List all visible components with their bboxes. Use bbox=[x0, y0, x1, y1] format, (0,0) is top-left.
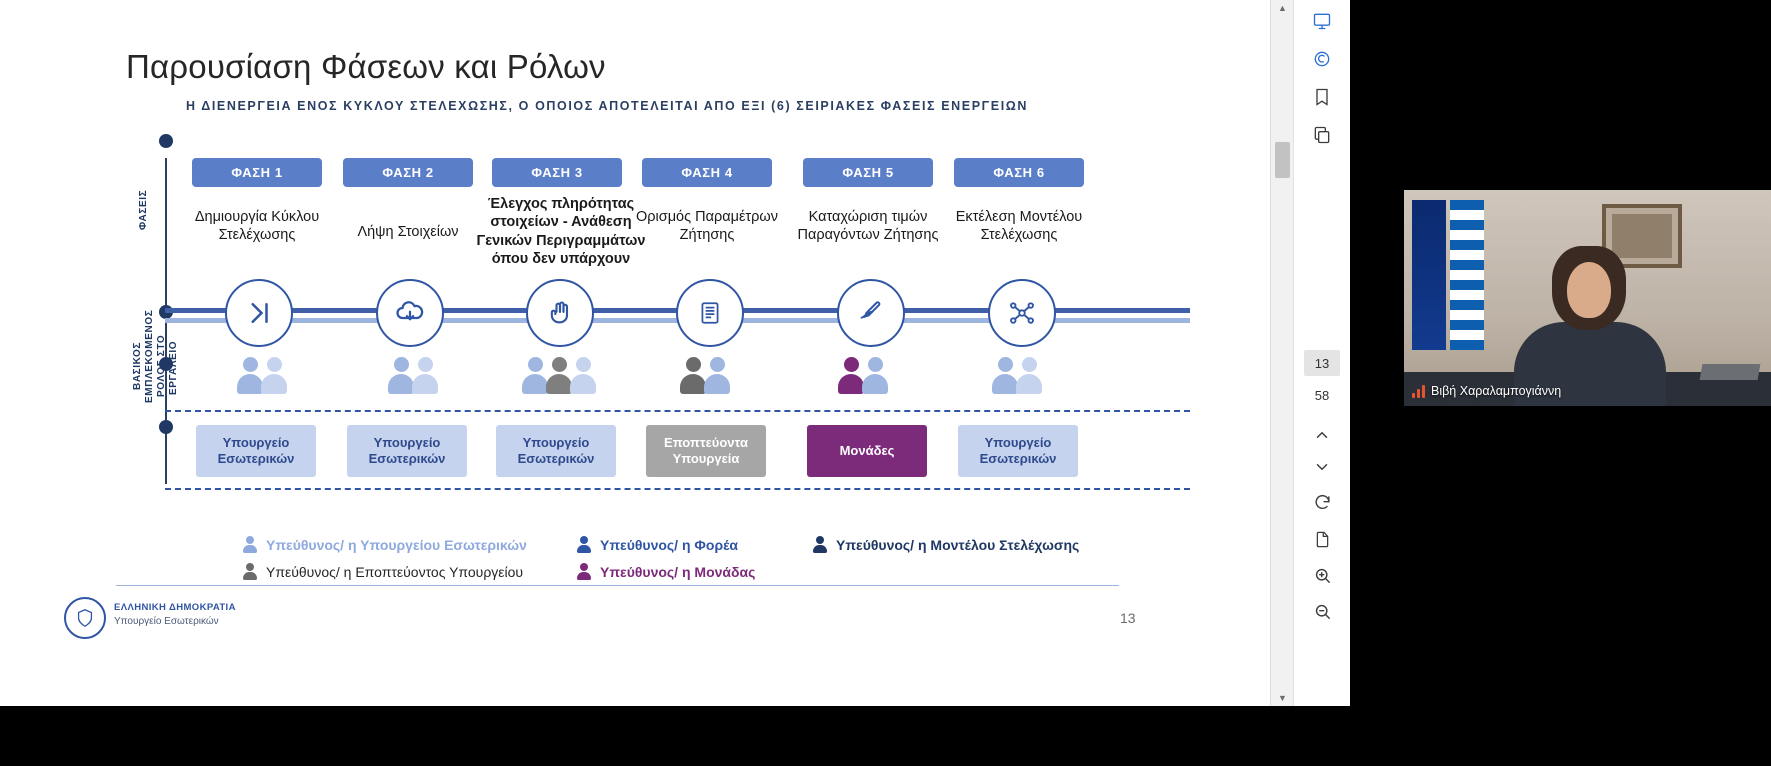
divider-dashed-top bbox=[165, 410, 1190, 412]
scroll-up-icon[interactable]: ▲ bbox=[1278, 3, 1287, 13]
current-page-indicator[interactable]: 13 bbox=[1304, 350, 1340, 376]
right-toolbar bbox=[1293, 0, 1350, 706]
phase-pill-2: ΦΑΣΗ 2 bbox=[343, 158, 473, 187]
footer-ministry-name: Υπουργείο Εσωτερικών bbox=[114, 616, 219, 627]
org-box-5: Μονάδες bbox=[807, 425, 927, 477]
person-icon bbox=[812, 536, 828, 553]
axis-label-phases: ΦΑΣΕΙΣ bbox=[138, 189, 149, 231]
next-arrow-icon bbox=[225, 279, 293, 347]
slide-page-number: 13 bbox=[1120, 610, 1136, 626]
network-share-icon bbox=[988, 279, 1056, 347]
phase-pill-4: ΦΑΣΗ 4 bbox=[642, 158, 772, 187]
people-group-2 bbox=[378, 348, 498, 394]
phase-desc-3: Έλεγχος πληρότητας στοιχείων - Ανάθεση Γενικών Περιγραμμάτων όπου δεν υπάρχουν bbox=[476, 196, 646, 268]
page-up-icon[interactable] bbox=[1304, 418, 1340, 452]
axis-label-role-tool-a: ΡΟΛΟΣ ΣΤΟ bbox=[156, 334, 167, 398]
legend-item-5 bbox=[576, 563, 755, 580]
legend-item-3 bbox=[812, 536, 1079, 553]
speaker-face bbox=[1567, 262, 1611, 318]
slide-title: Παρουσίαση Φάσεων και Ρόλων bbox=[126, 48, 606, 85]
org-box-1: Υπουργείο Εσωτερικών bbox=[196, 425, 316, 477]
legend-item-4 bbox=[242, 563, 523, 580]
bookmark-icon[interactable] bbox=[1304, 80, 1340, 114]
person-icon bbox=[576, 536, 592, 553]
phase-desc-6: Εκτέλεση Μοντέλου Στελέχωσης bbox=[955, 209, 1083, 244]
document-list-icon bbox=[676, 279, 744, 347]
slide-canvas bbox=[20, 0, 1250, 706]
zoom-in-icon[interactable] bbox=[1304, 558, 1340, 592]
people-group-1 bbox=[227, 348, 347, 394]
legend-label: Υπεύθυνος/ η Μονάδας bbox=[600, 563, 756, 580]
export-icon[interactable] bbox=[1304, 522, 1340, 556]
eu-flag bbox=[1412, 200, 1446, 350]
phase-desc-5: Καταχώριση τιμών Παραγόντων Ζήτησης bbox=[797, 209, 939, 244]
people-group-6 bbox=[982, 348, 1102, 394]
divider-dashed-bottom bbox=[165, 488, 1190, 490]
participant-label bbox=[1412, 384, 1561, 398]
legend-label: Υπεύθυνος/ η Υπουργείου Εσωτερικών bbox=[266, 536, 527, 553]
cloud-download-icon bbox=[376, 279, 444, 347]
legend-label: Υπεύθυνος/ η Μοντέλου Στελέχωσης bbox=[836, 536, 1080, 553]
org-box-2: Υπουργείο Εσωτερικών bbox=[347, 425, 467, 477]
republic-emblem-icon bbox=[64, 597, 106, 639]
axis-label-roles-b: ΕΜΠΛΕΚΟΜΕΝΟΣ bbox=[144, 309, 155, 403]
legend-label: Υπεύθυνος/ η Φορέα bbox=[600, 536, 739, 553]
phase-desc-4: Ορισμός Παραμέτρων Ζήτησης bbox=[636, 209, 778, 244]
people-group-4 bbox=[672, 348, 792, 394]
person-icon bbox=[242, 563, 258, 580]
annotate-icon[interactable] bbox=[1304, 42, 1340, 76]
person-icon bbox=[242, 536, 258, 553]
org-box-6: Υπουργείο Εσωτερικών bbox=[958, 425, 1078, 477]
footer-divider bbox=[116, 585, 1119, 586]
axis-dot-top bbox=[159, 134, 173, 148]
phase-pill-6: ΦΑΣΗ 6 bbox=[954, 158, 1084, 187]
zoom-out-icon[interactable] bbox=[1304, 594, 1340, 628]
legend-label: Υπεύθυνος/ η Εποπτεύοντος Υπουργείου bbox=[266, 563, 524, 580]
phase-pill-1: ΦΑΣΗ 1 bbox=[192, 158, 322, 187]
person-icon bbox=[576, 563, 592, 580]
phase-desc-2: Λήψη Στοιχείων bbox=[357, 224, 459, 240]
people-group-5 bbox=[830, 348, 950, 394]
viewer-scrollbar[interactable] bbox=[1270, 0, 1294, 706]
pen-edit-icon bbox=[837, 279, 905, 347]
footer-org-name: ΕΛΛΗΝΙΚΗ ΔΗΜΟΚΡΑΤΙΑ bbox=[114, 602, 236, 613]
desk-object bbox=[1700, 364, 1761, 380]
axis-label-roles-a: ΒΑΣΙΚΟΣ bbox=[132, 342, 143, 390]
scrollbar-thumb[interactable] bbox=[1275, 142, 1290, 178]
scroll-down-icon[interactable]: ▼ bbox=[1278, 693, 1287, 703]
org-box-3: Υπουργείο Εσωτερικών bbox=[496, 425, 616, 477]
slide-subtitle: Η ΔΙΕΝΕΡΓΕΙΑ ΕΝΟΣ ΚΥΚΛΟΥ ΣΤΕΛΕΧΩΣΗΣ, Ο ΟΠΟΙΟΣ ΑΠΟΤΕΛΕΙΤΑΙ ΑΠΟ ΕΞΙ (6) ΣΕΙΡΙΑΚΕΣ ΦΑΣΕΙΣ ΕΝΕΡΓΕΙΩΝ bbox=[186, 99, 1029, 113]
phase-desc-1: Δημιουργία Κύκλου Στελέχωσης bbox=[194, 209, 320, 244]
total-pages-indicator[interactable]: 58 bbox=[1314, 387, 1330, 403]
org-box-4: Εποπτεύοντα Υπουργεία bbox=[646, 425, 766, 477]
greek-flag bbox=[1450, 200, 1484, 350]
legend-item-1 bbox=[242, 536, 527, 553]
page-down-icon[interactable] bbox=[1304, 450, 1340, 484]
phase-pill-3: ΦΑΣΗ 3 bbox=[492, 158, 622, 187]
phase-pill-5: ΦΑΣΗ 5 bbox=[803, 158, 933, 187]
axis-label-role-tool-b: ΕΡΓΑΛΕΙΟ bbox=[168, 340, 179, 396]
legend-item-2 bbox=[576, 536, 738, 553]
video-tile[interactable] bbox=[1404, 190, 1771, 406]
refresh-icon[interactable] bbox=[1304, 485, 1340, 519]
people-group-3 bbox=[520, 348, 640, 394]
hand-click-icon bbox=[526, 279, 594, 347]
presentation-icon[interactable] bbox=[1304, 4, 1340, 38]
participant-name: Βιβή Χαραλαμπογιάννη bbox=[1431, 384, 1562, 398]
audio-level-icon bbox=[1412, 385, 1425, 398]
copy-icon[interactable] bbox=[1304, 118, 1340, 152]
